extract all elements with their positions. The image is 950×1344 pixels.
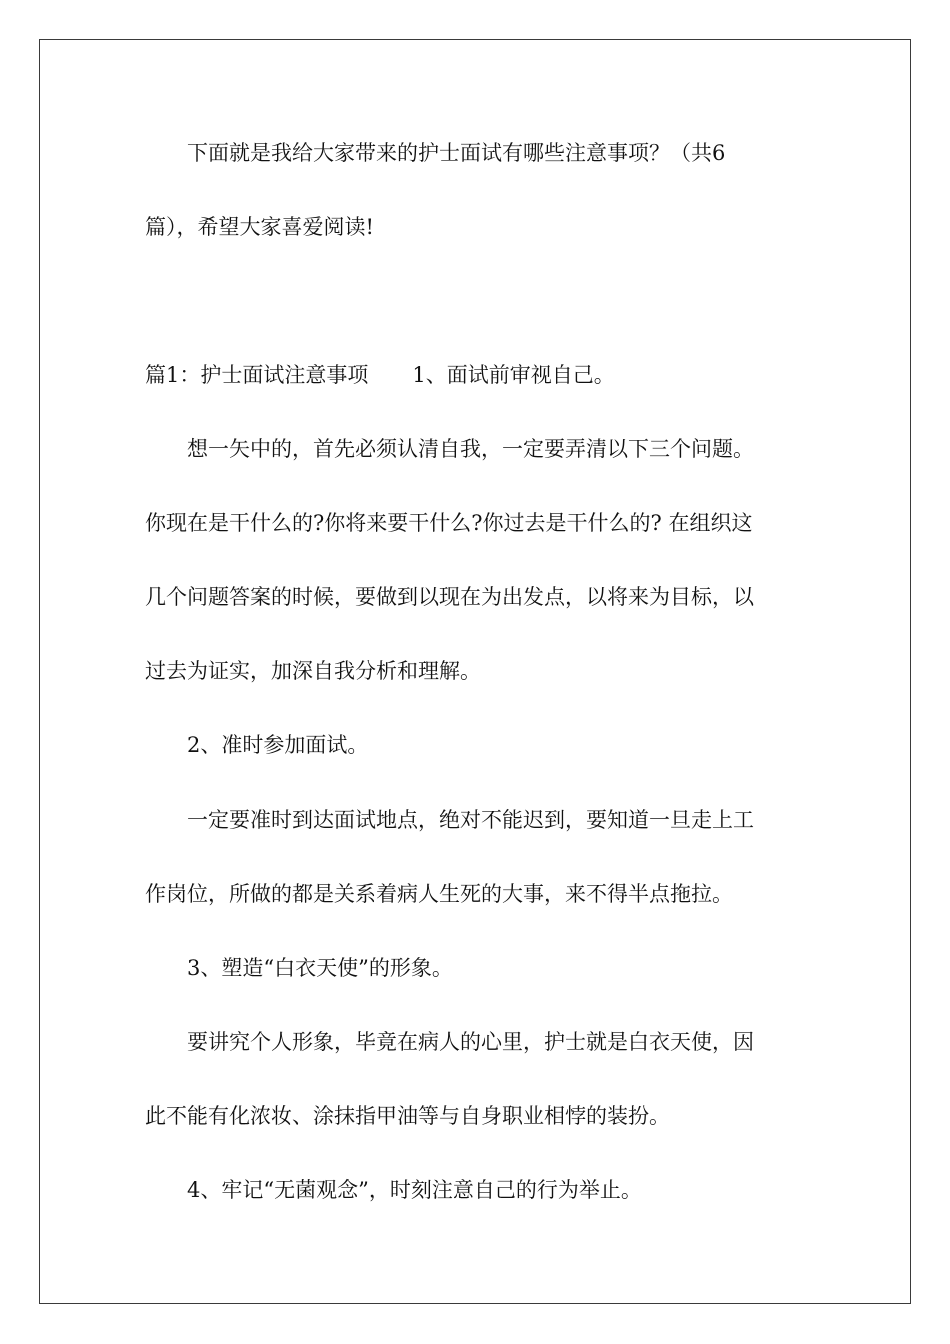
paragraph-line: 此不能有化浓妆、涂抹指甲油等与自身职业相悖的装扮。 <box>145 1104 670 1128</box>
item-heading-4: 4、牢记“无菌观念”，时刻注意自己的行为举止。 <box>187 1178 642 1202</box>
intro-line-2: 篇），希望大家喜爱阅读! <box>145 215 374 239</box>
paragraph-line: 过去为证实，加深自我分析和理解。 <box>145 659 481 683</box>
item-heading-3: 3、塑造“白衣天使”的形象。 <box>187 956 453 980</box>
paragraph-line: 一定要准时到达面试地点，绝对不能迟到，要知道一旦走上工 <box>187 808 754 832</box>
paragraph-line: 想一矢中的，首先必须认清自我，一定要弄清以下三个问题。 <box>187 437 754 461</box>
paragraph-line: 要讲究个人形象，毕竟在病人的心里，护士就是白衣天使，因 <box>187 1030 754 1054</box>
section-heading <box>145 360 615 390</box>
item-heading-1: 1、面试前审视自己。 <box>412 363 615 387</box>
paragraph-line: 作岗位，所做的都是关系着病人生死的大事，来不得半点拖拉。 <box>145 882 733 906</box>
intro-line-1: 下面就是我给大家带来的护士面试有哪些注意事项？（共6 <box>187 141 726 165</box>
section-title: 篇1：护士面试注意事项 <box>145 363 369 387</box>
paragraph-line: 几个问题答案的时候，要做到以现在为出发点，以将来为目标，以 <box>145 585 754 609</box>
paragraph-line: 你现在是干什么的?你将来要干什么?你过去是干什么的? 在组织这 <box>145 511 753 535</box>
item-heading-2: 2、准时参加面试。 <box>187 733 369 757</box>
